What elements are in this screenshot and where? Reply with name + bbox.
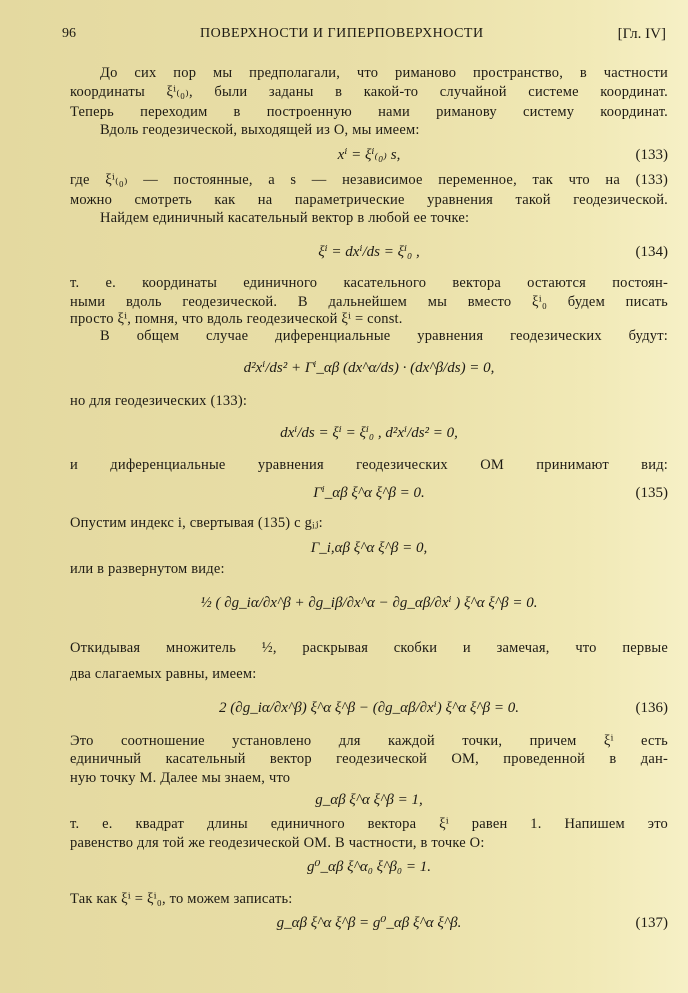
text-line: два слагаемых равны, имеем: xyxy=(70,666,257,682)
text-line: Найдем единичный касательный вектор в любой ее точке: xyxy=(100,210,470,226)
text-line: Откидывая множитель ½, раскрывая скобки и замечая, что первые xyxy=(70,640,668,656)
text-line: Опустим индекс i, свертывая (135) с gᵢⱼ: xyxy=(70,515,323,531)
equation-derivatives: dxⁱ/ds = ξⁱ = ξⁱ₀ , d²xⁱ/ds² = 0, xyxy=(280,425,458,441)
text-line: Так как ξⁱ = ξⁱ₀, то можем записать: xyxy=(70,891,293,907)
equation-number: (137) xyxy=(635,915,668,931)
text-line: т. е. координаты единичного касательного вектора остаются постоян- xyxy=(70,275,668,291)
chapter-label: [Гл. IV] xyxy=(617,26,666,42)
equation-number: (136) xyxy=(635,700,668,716)
text-line: т. е. квадрат длины единичного вектора ξⁱ равен 1. Напишем это xyxy=(70,816,668,832)
text-line: Это соотношение установлено для каждой точки, причем ξⁱ есть xyxy=(70,733,668,749)
text-line: Вдоль геодезической, выходящей из O, мы имеем: xyxy=(100,122,420,138)
equation-geodesic: d²xⁱ/ds² + Γⁱ_αβ (dx^α/ds) · (dx^β/ds) = 0, xyxy=(243,360,495,376)
equation-expanded: ½ ( ∂g_iα/∂x^β + ∂g_iβ/∂x^α − ∂g_αβ/∂xⁱ ) ξ^α ξ^β = 0. xyxy=(200,595,538,611)
text-line: просто ξⁱ, помня, что вдоль геодезической ξⁱ = const. xyxy=(70,311,403,327)
text-line: и диференциальные уравнения геодезических OM принимают вид: xyxy=(70,457,668,473)
text-line: координаты ξⁱ₍₀₎, были заданы в какой-то случайной системе координат. xyxy=(70,84,668,100)
equation-lowered: Γ_i,αβ ξ^α ξ^β = 0, xyxy=(310,540,428,556)
text-line: можно смотреть как на параметрические уравнения такой геодезической. xyxy=(70,192,668,208)
text-line: но для геодезических (133): xyxy=(70,393,248,409)
text-line: В общем случае диференциальные уравнения геодезических будут: xyxy=(100,328,668,344)
text-line: или в развернутом виде: xyxy=(70,561,225,577)
equation-134: ξⁱ = dxⁱ/ds = ξⁱ₀ , xyxy=(318,244,420,260)
equation-137: g_αβ ξ^α ξ^β = g⁰_αβ ξ^α ξ^β. xyxy=(276,915,462,931)
equation-unit-length: g_αβ ξ^α ξ^β = 1, xyxy=(315,792,423,808)
equation-136: 2 (∂g_iα/∂x^β) ξ^α ξ^β − (∂g_αβ/∂xⁱ) ξ^α ξ^β = 0. xyxy=(219,700,519,716)
equation-number: (135) xyxy=(635,485,668,501)
equation-at-origin: g⁰_αβ ξ^α₀ ξ^β₀ = 1. xyxy=(306,859,431,875)
text-line: где ξⁱ₍₀₎ — постоянные, а s — независимое переменное, так что на (133) xyxy=(70,172,668,188)
text-line: Теперь переходим в построенную нами риманову систему координат. xyxy=(70,104,668,120)
text-line: ными вдоль геодезической. В дальнейшем мы вместо ξⁱ₀ будем писать xyxy=(70,294,668,310)
running-title: ПОВЕРХНОСТИ И ГИПЕРПОВЕРХНОСТИ xyxy=(200,26,484,41)
equation-133: xⁱ = ξⁱ₍₀₎ s, xyxy=(337,147,401,163)
text-line: единичный касательный вектор геодезической OM, проведенной в дан- xyxy=(70,751,668,767)
equation-135: Γⁱ_αβ ξ^α ξ^β = 0. xyxy=(313,485,425,501)
equation-number: (133) xyxy=(635,147,668,163)
text-line: До сих пор мы предполагали, что риманово пространство, в частности xyxy=(100,65,668,81)
equation-number: (134) xyxy=(635,244,668,260)
text-line: равенство для той же геодезической OM. В частности, в точке O: xyxy=(70,835,485,851)
page-number: 96 xyxy=(62,26,76,41)
text-line: ную точку M. Далее мы знаем, что xyxy=(70,770,291,786)
